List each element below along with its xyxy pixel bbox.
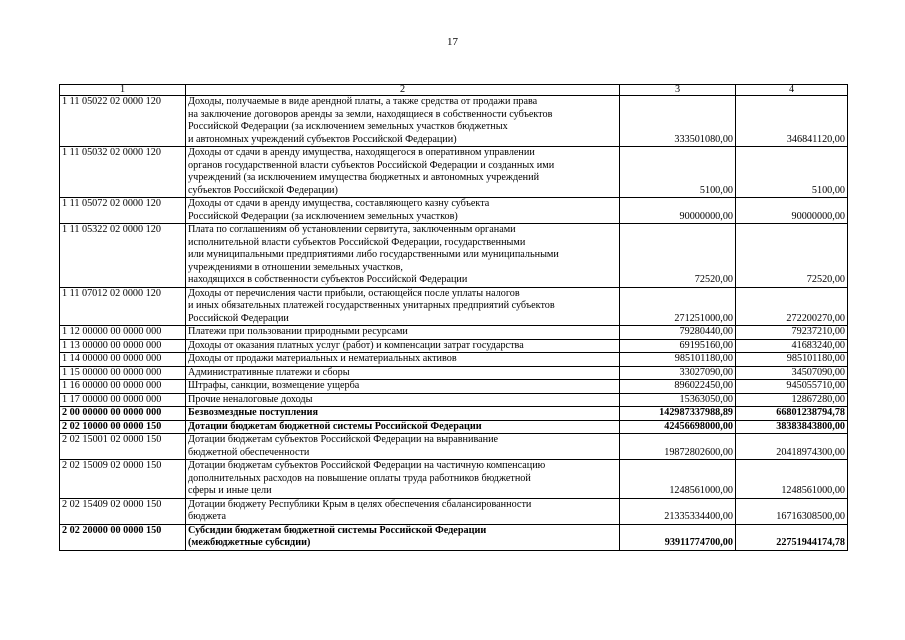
row-description: Субсидии бюджетам бюджетной системы Российской Федерации (межбюджетные субсидии) xyxy=(186,524,620,550)
row-description: Плата по соглашениям об установлении сервитута, заключенным органами исполнительной власти субъектов Российской Федерации, государственными или муниципальными предприятиями либо государственными или муниципальными учреждениями в отношении земельных участков, находящихся в собственности субъектов Российской Федерации xyxy=(186,224,620,288)
row-value-col3: 142987337988,89 xyxy=(620,407,736,421)
table-row xyxy=(60,524,848,550)
row-value-col3: 333501080,00 xyxy=(620,96,736,147)
row-value-col3: 72520,00 xyxy=(620,224,736,288)
table-row xyxy=(60,420,848,434)
header-col-3: 3 xyxy=(620,85,736,96)
row-code: 1 11 07012 02 0000 120 xyxy=(60,287,186,326)
row-code: 2 02 20000 00 0000 150 xyxy=(60,524,186,550)
row-description: Прочие неналоговые доходы xyxy=(186,393,620,407)
row-value-col4: 34507090,00 xyxy=(736,366,848,380)
table-row xyxy=(60,434,848,460)
budget-table xyxy=(59,84,848,551)
row-description: Доходы от сдачи в аренду имущества, составляющего казну субъекта Российской Федерации (за исключением земельных участков) xyxy=(186,198,620,224)
row-value-col3: 15363050,00 xyxy=(620,393,736,407)
table-row xyxy=(60,287,848,326)
row-description: Доходы от продажи материальных и нематериальных активов xyxy=(186,353,620,367)
header-col-2: 2 xyxy=(186,85,620,96)
table-row xyxy=(60,339,848,353)
row-value-col4: 272200270,00 xyxy=(736,287,848,326)
row-value-col4: 985101180,00 xyxy=(736,353,848,367)
row-value-col3: 1248561000,00 xyxy=(620,460,736,499)
row-value-col4: 79237210,00 xyxy=(736,326,848,340)
row-value-col3: 42456698000,00 xyxy=(620,420,736,434)
table-row xyxy=(60,198,848,224)
row-value-col3: 21335334400,00 xyxy=(620,498,736,524)
row-description: Доходы от сдачи в аренду имущества, находящегося в оперативном управлении органов государственной власти субъектов Российской Федерации и созданных ими учреждений (за исключением имущества бюджетных и автономных учреждений субъектов Российской Федерации) xyxy=(186,147,620,198)
row-value-col4: 5100,00 xyxy=(736,147,848,198)
row-description: Дотации бюджетам бюджетной системы Российской Федерации xyxy=(186,420,620,434)
row-value-col3: 69195160,00 xyxy=(620,339,736,353)
row-code: 2 02 15009 02 0000 150 xyxy=(60,460,186,499)
row-code: 1 11 05022 02 0000 120 xyxy=(60,96,186,147)
row-value-col3: 271251000,00 xyxy=(620,287,736,326)
table-header-row xyxy=(60,85,848,96)
row-code: 2 02 15001 02 0000 150 xyxy=(60,434,186,460)
row-description: Дотации бюджетам субъектов Российской Федерации на частичную компенсацию дополнительных расходов на повышение оплаты труда работников бюджетной сферы и иные цели xyxy=(186,460,620,499)
header-col-4: 4 xyxy=(736,85,848,96)
row-value-col4: 346841120,00 xyxy=(736,96,848,147)
page-number: 17 xyxy=(447,36,458,48)
row-code: 1 11 05072 02 0000 120 xyxy=(60,198,186,224)
row-value-col3: 19872802600,00 xyxy=(620,434,736,460)
table-row xyxy=(60,498,848,524)
row-value-col4: 22751944174,78 xyxy=(736,524,848,550)
row-value-col4: 41683240,00 xyxy=(736,339,848,353)
row-value-col4: 20418974300,00 xyxy=(736,434,848,460)
row-value-col4: 66801238794,78 xyxy=(736,407,848,421)
table-row xyxy=(60,366,848,380)
row-code: 1 11 05322 02 0000 120 xyxy=(60,224,186,288)
row-code: 1 11 05032 02 0000 120 xyxy=(60,147,186,198)
row-value-col3: 93911774700,00 xyxy=(620,524,736,550)
row-value-col4: 945055710,00 xyxy=(736,380,848,394)
row-code: 2 02 10000 00 0000 150 xyxy=(60,420,186,434)
row-description: Безвозмездные поступления xyxy=(186,407,620,421)
row-value-col4: 16716308500,00 xyxy=(736,498,848,524)
row-value-col3: 5100,00 xyxy=(620,147,736,198)
row-code: 1 17 00000 00 0000 000 xyxy=(60,393,186,407)
row-value-col4: 72520,00 xyxy=(736,224,848,288)
table-row xyxy=(60,393,848,407)
row-description: Доходы от оказания платных услуг (работ) и компенсации затрат государства xyxy=(186,339,620,353)
row-code: 1 13 00000 00 0000 000 xyxy=(60,339,186,353)
table-row xyxy=(60,380,848,394)
row-code: 1 14 00000 00 0000 000 xyxy=(60,353,186,367)
row-value-col3: 896022450,00 xyxy=(620,380,736,394)
table-row xyxy=(60,96,848,147)
row-code: 1 12 00000 00 0000 000 xyxy=(60,326,186,340)
table-row xyxy=(60,460,848,499)
row-code: 2 02 15409 02 0000 150 xyxy=(60,498,186,524)
row-description: Доходы, получаемые в виде арендной платы, а также средства от продажи права на заключение договоров аренды за земли, находящиеся в собственности субъектов Российской Федерации (за исключением земельных участков бюджетных и автономных учреждений субъектов Российской Федерации) xyxy=(186,96,620,147)
row-value-col3: 33027090,00 xyxy=(620,366,736,380)
row-value-col4: 1248561000,00 xyxy=(736,460,848,499)
table-row xyxy=(60,353,848,367)
row-code: 1 15 00000 00 0000 000 xyxy=(60,366,186,380)
row-description: Штрафы, санкции, возмещение ущерба xyxy=(186,380,620,394)
table-row xyxy=(60,224,848,288)
row-description: Административные платежи и сборы xyxy=(186,366,620,380)
row-description: Дотации бюджету Республики Крым в целях обеспечения сбалансированности бюджета xyxy=(186,498,620,524)
row-description: Доходы от перечисления части прибыли, остающейся после уплаты налогов и иных обязательных платежей государственных унитарных предприятий субъектов Российской Федерации xyxy=(186,287,620,326)
table-row xyxy=(60,147,848,198)
row-description: Платежи при пользовании природными ресурсами xyxy=(186,326,620,340)
row-value-col3: 90000000,00 xyxy=(620,198,736,224)
row-code: 1 16 00000 00 0000 000 xyxy=(60,380,186,394)
row-description: Дотации бюджетам субъектов Российской Федерации на выравнивание бюджетной обеспеченности xyxy=(186,434,620,460)
row-value-col3: 79280440,00 xyxy=(620,326,736,340)
table-row xyxy=(60,326,848,340)
row-value-col3: 985101180,00 xyxy=(620,353,736,367)
table-row xyxy=(60,407,848,421)
row-code: 2 00 00000 00 0000 000 xyxy=(60,407,186,421)
row-value-col4: 38383843800,00 xyxy=(736,420,848,434)
row-value-col4: 90000000,00 xyxy=(736,198,848,224)
header-col-1: 1 xyxy=(60,85,186,96)
row-value-col4: 12867280,00 xyxy=(736,393,848,407)
